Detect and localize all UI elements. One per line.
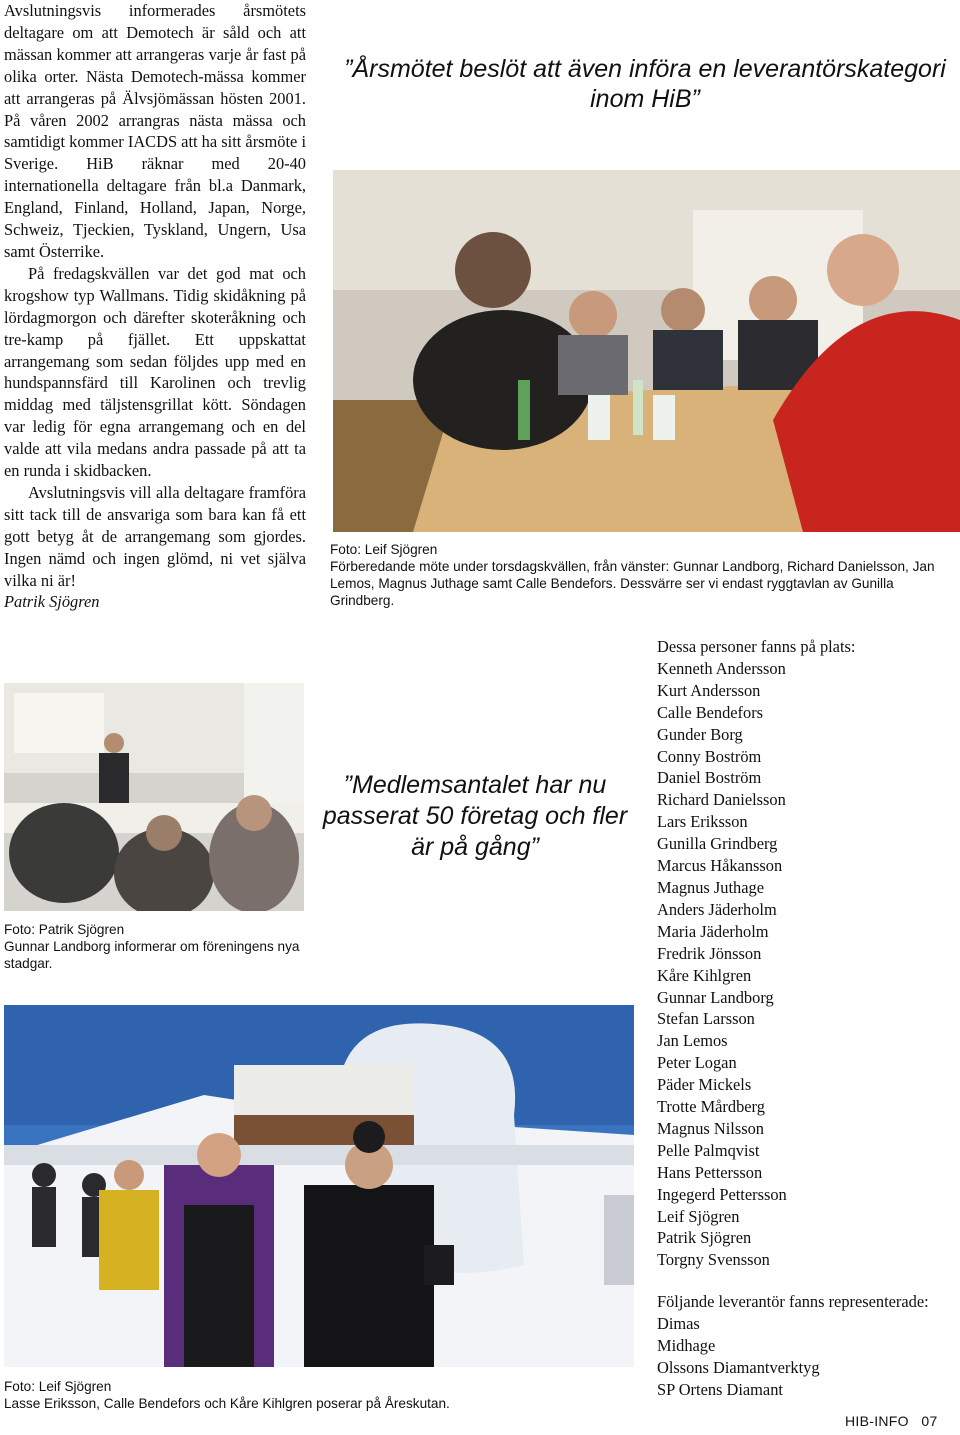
article-body xyxy=(4,0,306,613)
attendee-name: Gunder Borg xyxy=(657,724,743,744)
attendee-name: Calle Bendefors xyxy=(657,702,764,722)
attendee-name: Maria Jäderholm xyxy=(657,921,769,941)
attendee-name: Conny Boström xyxy=(657,746,762,766)
attendee-name: Peter Logan xyxy=(657,1053,737,1073)
article-paragraph-2: På fredagskvällen var det god mat och krogshow typ Wallmans. Tidig skidåkning på lördagmorgon och därefter skoteråkning och tre-kamp på fjället. Ett uppskattat arrangemang som sedan följdes upp med en hundspannsfärd till Karolinen och trevlig middag med täljstensgrillat kött. Söndagen var ledig för egna arrangemang och en del valde att vila medans andra passade på att ta en runda i skidbacken. xyxy=(4,263,306,481)
attendee-name: Anders Jäderholm xyxy=(657,899,777,919)
page-number: 07 xyxy=(921,1413,938,1429)
supplier-name: Olssons Diamantverktyg xyxy=(657,1357,820,1377)
pull-quote-top: ”Årsmötet beslöt att även införa en leverantörskategori inom HiB” xyxy=(344,55,946,113)
ski-caption-text: Lasse Eriksson, Calle Bendefors och Kåre Kihlgren poserar på Åreskutan. xyxy=(4,1396,450,1411)
attendee-name: Trotte Mårdberg xyxy=(657,1097,765,1117)
attendee-name: Ingegerd Pettersson xyxy=(657,1184,787,1204)
attendee-name: Päder Mickels xyxy=(657,1075,752,1095)
presentation-photo-credit: Foto: Patrik Sjögren xyxy=(4,922,125,937)
supplier-name: SP Ortens Diamant xyxy=(657,1379,783,1399)
ski-caption xyxy=(4,1378,644,1412)
presentation-caption-text: Gunnar Landborg informerar om föreningens nya stadgar. xyxy=(4,939,300,971)
meeting-caption xyxy=(330,541,960,609)
attendee-name: Pelle Palmqvist xyxy=(657,1140,760,1160)
suppliers-heading: Följande leverantör fanns representerade: xyxy=(657,1292,929,1311)
attendee-name: Patrik Sjögren xyxy=(657,1228,752,1248)
meeting-caption-text: Förberedande möte under torsdagskvällen, från vänster: Gunnar Landborg, Richard Danielsson, Jan Lemos, Magnus Juthage samt Calle Bendefors. Dessvärre ser vi endast ryggtavlan av Gunilla Grindberg. xyxy=(330,559,935,608)
attendee-name: Jan Lemos xyxy=(657,1031,728,1051)
attendee-name: Hans Pettersson xyxy=(657,1162,763,1182)
attendee-name: Magnus Juthage xyxy=(657,877,764,897)
article-signature: Patrik Sjögren xyxy=(4,592,100,612)
page-footer xyxy=(845,1413,938,1429)
attendee-name: Richard Danielsson xyxy=(657,790,786,810)
article-paragraph-1: Avslutningsvis informerades årsmötets deltagare om att Demotech är såld och att mässan kommer att arrangeras varje år fast på olika orter. Nästa Demotech-mässa kommer att arrangeras på Älvsjömässan hösten 2001. På våren 2002 arrangras nästa mässa och samtidigt kommer IACDS att ha sitt årsmöte i Sverige. HiB räknar med 20-40 internationella deltagare från bl.a Danmark, England, Finland, Holland, Japan, Norge, Schweiz, Tjeckien, Tyskland, Ungern, Usa samt Österrike. xyxy=(4,1,306,261)
attendee-name: Kåre Kihlgren xyxy=(657,965,752,985)
attendee-name: Fredrik Jönsson xyxy=(657,943,762,963)
attendee-name: Kenneth Andersson xyxy=(657,658,786,678)
attendee-name: Kurt Andersson xyxy=(657,680,761,700)
attendees-list xyxy=(657,636,957,1271)
publication-name: HIB-INFO xyxy=(845,1413,909,1429)
presentation-caption xyxy=(4,921,304,972)
attendee-name: Lars Eriksson xyxy=(657,812,748,832)
attendee-name: Marcus Håkansson xyxy=(657,856,783,876)
pull-quote-middle: ”Medlemsantalet har nu passerat 50 företag och fler är på gång” xyxy=(322,771,628,861)
article-paragraph-3: Avslutningsvis vill alla deltagare framföra sitt tack till de ansvariga som bara kan få ett gott betyg åt de arrangemang som gjordes. Ingen nämd och ingen glömd, ni vet själva vilka ni är! xyxy=(4,482,306,590)
attendee-name: Daniel Boström xyxy=(657,768,762,788)
meeting-photo-credit: Foto: Leif Sjögren xyxy=(330,542,438,557)
meeting-photo xyxy=(333,170,960,532)
attendee-name: Gunnar Landborg xyxy=(657,987,774,1007)
presentation-photo xyxy=(4,683,304,911)
attendees-heading: Dessa personer fanns på plats: xyxy=(657,637,856,656)
ski-photo-credit: Foto: Leif Sjögren xyxy=(4,1379,112,1394)
suppliers-list xyxy=(657,1291,960,1401)
attendee-name: Torgny Svensson xyxy=(657,1250,770,1270)
supplier-name: Midhage xyxy=(657,1335,716,1355)
attendee-name: Leif Sjögren xyxy=(657,1206,740,1226)
supplier-name: Dimas xyxy=(657,1313,700,1333)
attendee-name: Gunilla Grindberg xyxy=(657,834,778,854)
attendee-name: Stefan Larsson xyxy=(657,1009,755,1029)
attendee-name: Magnus Nilsson xyxy=(657,1118,765,1138)
ski-photo xyxy=(4,1005,634,1367)
